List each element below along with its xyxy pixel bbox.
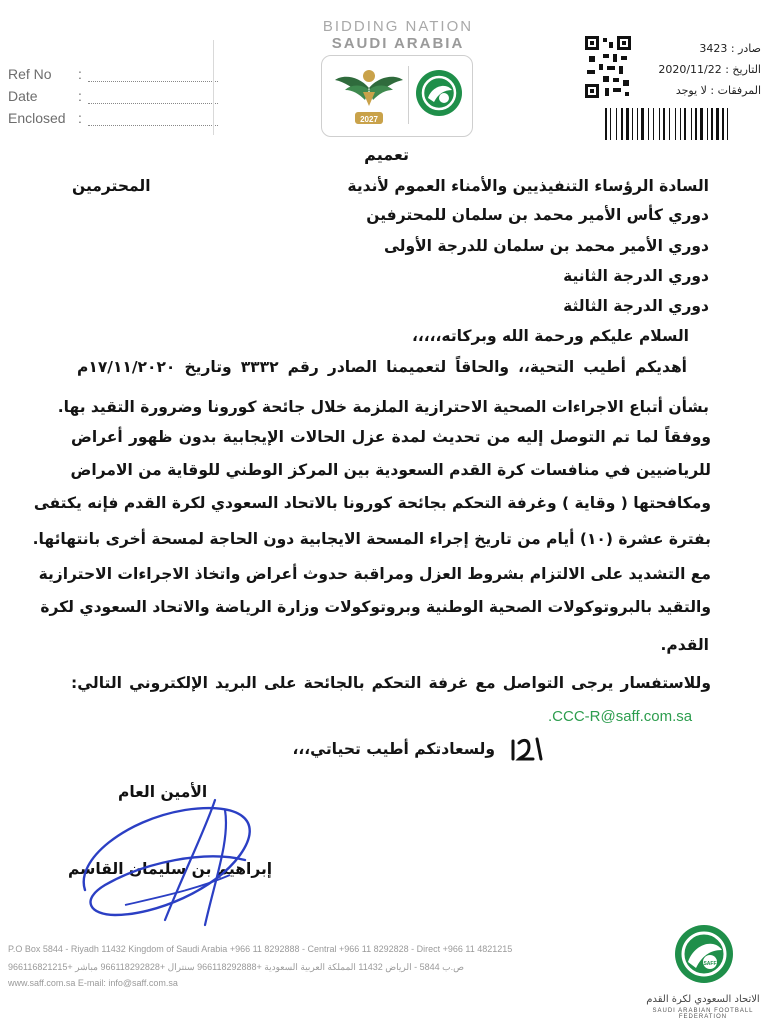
paragraph-line-7: مع التشديد على الالتزام بشروط العزل ومراقبة حدوث أعراض واتخاذ الاجراءات الاحترازية [38,565,711,583]
paragraph-line-6: بفترة عشرة (١٠) أيام من تاريخ إجراء المسحة الايجابية دون الحاجة لمسحة أخرى بانتهائها. [32,530,711,548]
paragraph-line-9: القدم. [660,636,709,654]
date-label: Date [8,88,38,104]
enclosed-label: Enclosed [8,110,66,126]
issue-number: صادر : 3423 [699,42,761,55]
footer-address-ar: ص.ب 5844 - الرياض 11432 المملكة العربية السعودية +966118292888 سنترال +966118292828 مباشر +966116821215 [8,962,464,972]
footer-web[interactable]: www.saff.com.sa E-mail: info@saff.com.sa [8,978,178,988]
footer-address-en: P.O Box 5844 - Riyadh 11432 Kingdom of Saudi Arabia +966 11 8292888 - Central +966 11 8292828 - Direct +966 11 4821215 [8,944,513,954]
signature-icon [65,780,265,930]
paragraph-line-1: أهديكم أطيب التحية،، والحاقاً لتعميمنا الصادر رقم ٣٣٣٢ وتاريخ ١٧/١١/٢٠٢٠م [77,358,687,376]
league-line-4: دوري الدرجة الثالثة [563,297,709,315]
issue-date: التاريخ : 2020/11/22 [658,63,761,76]
saff-english-name: SAUDI ARABIAN FOOTBALL FEDERATION [652,1008,754,1020]
paragraph-line-2: بشأن أتباع الاجراءات الصحية الاحترازية الملزمة خلال جائحة كورونا وضرورة التقيد بها. [57,398,709,416]
saff-arabic-name: الاتحاد السعودي لكرة القدم [646,994,760,1005]
circular-title: تعميم [364,145,409,164]
handwritten-initials-icon [507,735,547,765]
bidding-nation-text: BIDDING NATION [322,18,474,35]
svg-text:SAFF: SAFF [703,961,717,967]
secretary-name: إبراهيم بن سليمان القاسم [68,860,273,878]
attachments: المرفقات : لا يوجد [675,84,761,97]
barcode-icon [605,108,761,140]
paragraph-line-4: للرياضيين في منافسات كرة القدم السعودية بين المركز الوطني للوقاية من الامراض [70,461,711,479]
issue-metadata [611,38,761,101]
paragraph-line-3: ووفقاً لما تم التوصل إليه من تحديث لمدة عزل الحالات الإيجابية بدون ظهور أعراض [71,428,711,446]
ref-label: Ref No [8,66,52,82]
bid-2027-logo-icon [333,62,405,130]
league-line-3: دوري الدرجة الثانية [563,267,709,285]
league-line-2: دوري الأمير محمد بن سلمان للدرجة الأولى [384,237,709,255]
greeting: السلام عليكم ورحمة الله وبركاته،،،،، [411,327,689,345]
honorific: المحترمين [72,177,151,195]
saff-federation-logo-icon [664,922,744,984]
closing-line: ولسعادتكم أطيب تحياتي،،، [292,740,495,758]
reference-block: Ref No : Date : Enclosed : [8,60,218,126]
inquiry-line: وللاستفسار يرجى التواصل مع غرفة التحكم بالجائحة على البريد الإلكتروني التالي: [71,674,711,692]
paragraph-line-5: ومكافحتها ( وقاية ) وغرفة التحكم بجائحة كورونا بالاتحاد السعودي لكرة القدم فإنه يكتفى [33,494,711,512]
league-line-1: دوري كأس الأمير محمد بن سلمان للمحترفين [366,206,709,224]
contact-email[interactable]: .CCC-R@saff.com.sa [548,708,693,725]
paragraph-line-8: والتقيد بالبروتوكولات الصحية الوطنية وبروتوكولات وزارة الرياضة والاتحاد السعودي لكرة [40,598,711,616]
recipients-line: السادة الرؤساء التنفيذيين والأمناء العموم لأندية [347,177,709,195]
saff-small-logo-icon [414,68,464,118]
header-divider [213,40,214,135]
bid-year: 2027 [360,115,378,124]
secretary-title: الأمين العام [118,783,208,801]
saudi-arabia-text: SAUDI ARABIA [331,35,465,52]
logo-divider [408,66,409,124]
